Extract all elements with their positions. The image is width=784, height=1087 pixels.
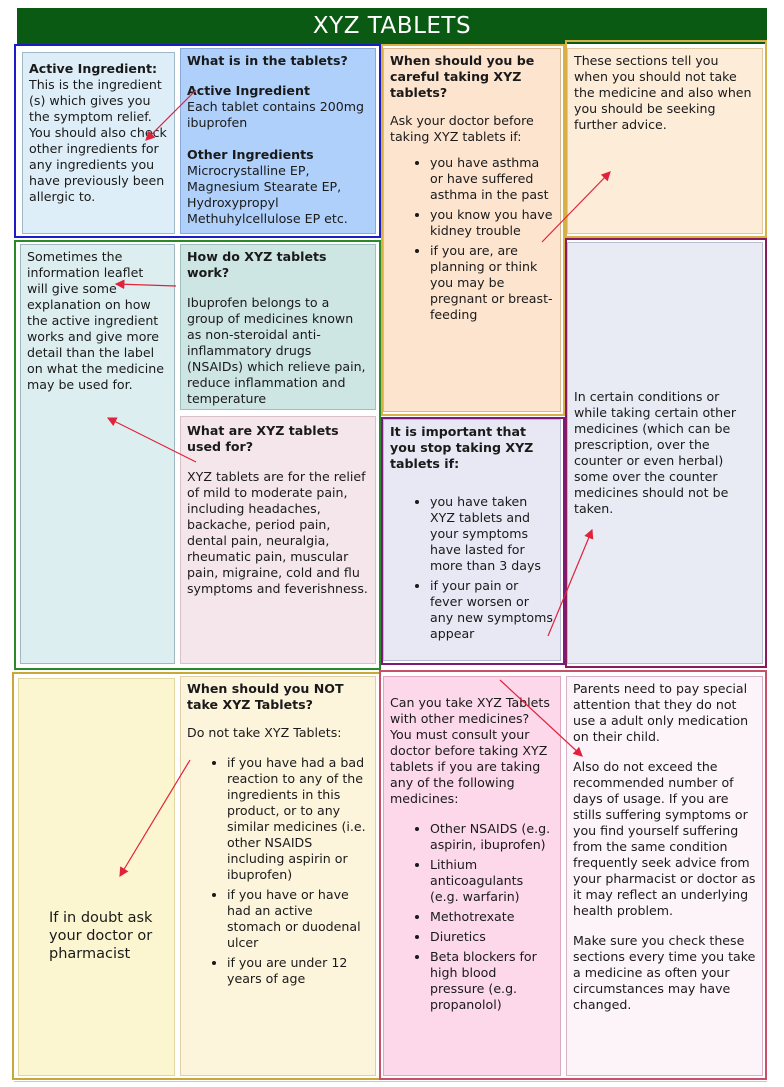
- arrow-other-meds: [500, 680, 582, 756]
- list-item: • Beta blockers for high blood pressure (e.g. propanolol): [430, 949, 554, 1013]
- not-take-intro: Do not take XYZ Tablets:: [187, 725, 342, 740]
- sections-note: These sections tell you when you should not take the medicine and also when you should be seeking further advice.: [567, 48, 763, 234]
- arrow-leaflet: [116, 284, 176, 286]
- active-ingredient-note-text: This is the ingredient (s) which gives you the symptom relief. You should also check other ingredients for any ingredients you have previously been allergic to.: [29, 77, 167, 204]
- arrow-used-for: [108, 418, 196, 462]
- leaflet-note: Sometimes the information leaflet will give some explanation on how the active ingredient works and give more detail than the label on what the medicine may be used for.: [20, 244, 175, 664]
- careful-intro: Ask your doctor before taking XYZ tablets if:: [390, 113, 534, 144]
- how-work-heading: How do XYZ tablets work?: [187, 249, 327, 280]
- active-ingredient-text: Each tablet contains 200mg ibuprofen: [187, 99, 365, 130]
- list-item: • if you have or have had an active stomach or duodenal ulcer: [227, 887, 369, 951]
- careful-heading: When should you be careful taking XYZ tablets?: [390, 53, 535, 100]
- arrow-careful: [542, 172, 610, 242]
- whats-in-heading: What is in the tablets?: [187, 53, 348, 68]
- list-item: • Diuretics: [430, 929, 554, 945]
- arrow-active-ingredient: [146, 90, 196, 140]
- other-ingredients-heading: Other Ingredients: [187, 147, 314, 162]
- parents-text-3: Make sure you check these sections every time you take a medicine as often your circumstances may have changed.: [573, 933, 756, 1012]
- other-meds-intro: Can you take XYZ Tablets with other medicines?: [390, 695, 550, 726]
- active-ingredient-heading: Active Ingredient: [187, 83, 310, 98]
- other-meds-intro2: You must consult your doctor before taking XYZ tablets if you are taking any of the following medicines:: [390, 727, 548, 806]
- list-item: • Other NSAIDS (e.g. aspirin, ibuprofen): [430, 821, 554, 853]
- arrow-stop: [548, 530, 592, 636]
- doubt-note: If in doubt ask your doctor or pharmacist: [18, 678, 175, 1076]
- other-ingredients-text: Microcrystalline EP, Magnesium Stearate EP, Hydroxypropyl Methuhylcellulose EP etc.: [187, 163, 348, 226]
- list-item: • you have taken XYZ tablets and your symptoms have lasted for more than 3 days: [430, 494, 554, 574]
- not-take-heading: When should you NOT take XYZ Tablets?: [187, 681, 344, 712]
- how-work-text: Ibuprofen belongs to a group of medicines known as non-steroidal anti-inflammatory drugs (NSAIDs) which relieve pain, reduce inflammation and temperature: [187, 295, 366, 406]
- list-item: • if you are, are planning or think you may be pregnant or breast-feeding: [430, 243, 554, 323]
- arrow-not-take: [120, 760, 190, 876]
- stop-heading: It is important that you stop taking XYZ tablets if:: [390, 424, 534, 471]
- list-item: • Methotrexate: [430, 909, 554, 925]
- list-item: • Lithium anticoagulants (e.g. warfarin): [430, 857, 554, 905]
- list-item: • if you have had a bad reaction to any of the ingredients in this product, or to any similar medicines (i.e. other NSAIDS including aspirin or ibuprofen): [227, 755, 369, 883]
- used-for-heading: What are XYZ tablets used for?: [187, 423, 339, 454]
- list-item: • if you are under 12 years of age: [227, 955, 369, 987]
- list-item: • if your pain or fever worsen or any new symptoms appear: [430, 578, 554, 642]
- used-for-text: XYZ tablets are for the relief of mild to moderate pain, including headaches, backache, period pain, dental pain, neuralgia, rheumatic pain, muscular pain, migraine, cold and flu symptoms and feverishness.: [187, 469, 368, 596]
- conditions-note: In certain conditions or while taking certain other medicines (which can be prescription, over the counter or even herbal) some over the counter medicines should not be taken.: [567, 242, 763, 664]
- list-item: • you have asthma or have suffered asthma in the past: [430, 155, 554, 203]
- list-item: • you know you have kidney trouble: [430, 207, 554, 239]
- active-ingredient-note-heading: Active Ingredient:: [29, 61, 157, 76]
- parents-text-2: Also do not exceed the recommended number of days of usage. If you are stills suffering symptoms or you find yourself suffering from the same condition frequently seek advice from your pharmacist or doctor as it may reflect an underlying health problem.: [573, 759, 756, 918]
- parents-text-1: Parents need to pay special attention that they do not use a adult only medication on their child.: [573, 681, 749, 744]
- page-title: XYZ TABLETS: [17, 8, 767, 44]
